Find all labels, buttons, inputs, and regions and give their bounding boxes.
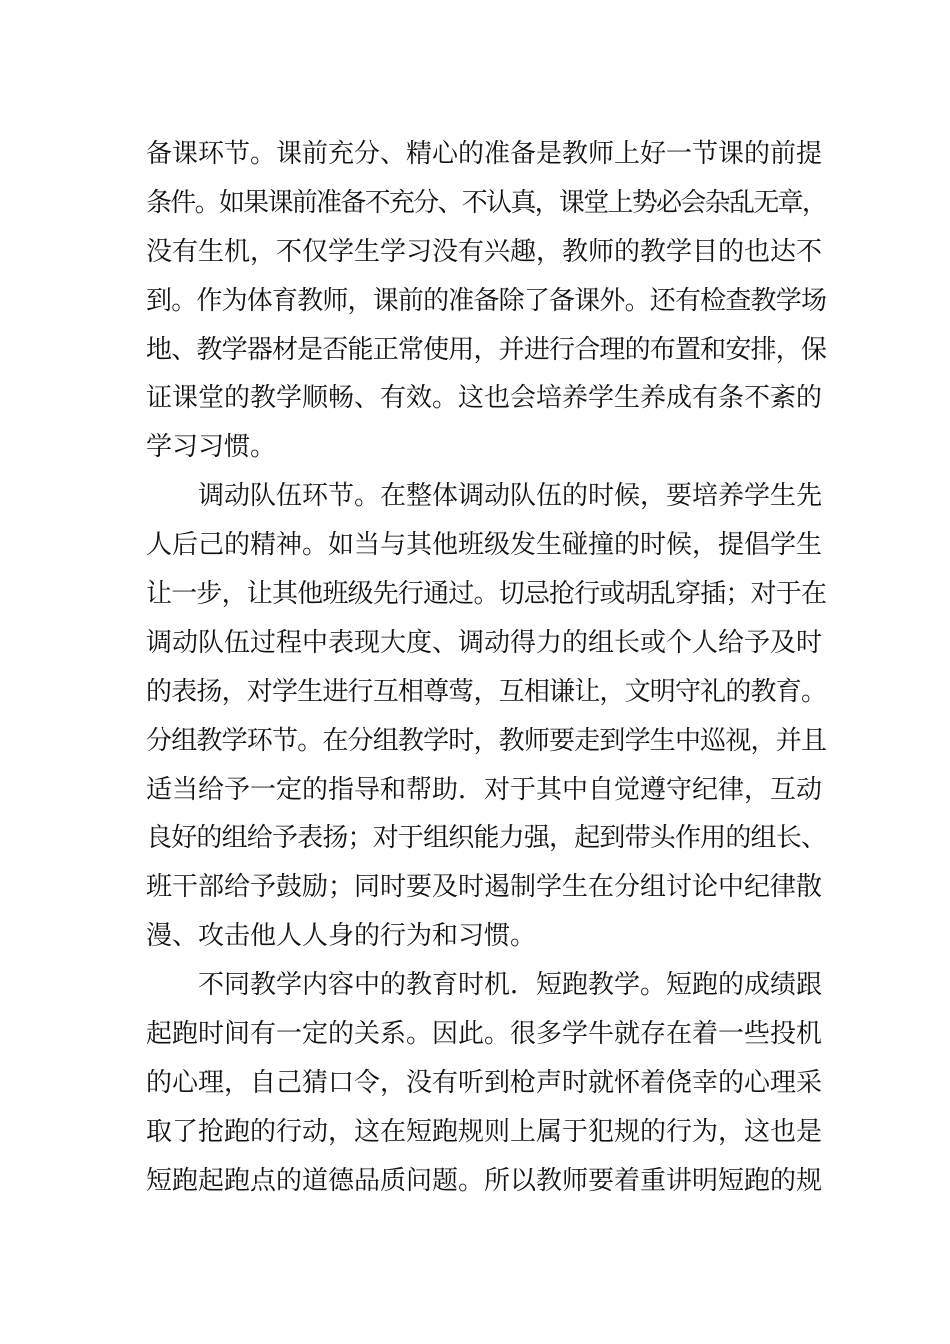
- document-body: [146, 130, 826, 1206]
- text-line: 调动队伍环节。在整体调动队伍的时候，要培养学生先: [198, 481, 823, 512]
- text-line: 班干部给予鼓励；同时要及时遏制学生在分组讨论中纪律散: [146, 872, 823, 903]
- text-line: 人后己的精神。如当与其他班级发生碰撞的时候，提倡学生: [146, 530, 823, 561]
- text-line: 短跑起跑点的道德品质问题。所以教师要着重讲明短跑的规: [146, 1165, 823, 1196]
- text-line: 证课堂的教学顺畅、有效。这也会培养学生养成有条不紊的: [146, 383, 823, 414]
- text-line: 分组教学环节。在分组教学时，教师要走到学生中巡视，并且: [146, 725, 827, 756]
- text-line: 让一步，让其他班级先行通过。切忌抢行或胡乱穿插；对于在: [146, 579, 827, 610]
- text-line: 没有生机，不仅学生学习没有兴趣，教师的教学目的也达不: [146, 236, 823, 267]
- text-line: 的表扬，对学生进行互相尊莺，互相谦让，文明守礼的教育。: [146, 676, 827, 707]
- text-line: 良好的组给予表扬；对于组织能力强，起到带头作用的组长、: [146, 823, 827, 854]
- text-line: 漫、攻击他人人身的行为和习惯。: [146, 921, 537, 952]
- text-line: 不同教学内容中的教育时机．短跑教学。短跑的成绩跟: [198, 970, 823, 1001]
- text-line: 的心理，自己猜口令，没有听到枪声时就怀着侥幸的心理采: [146, 1067, 823, 1098]
- text-line: 条件。如果课前准备不充分、不认真，课堂上势必会杂乱无章，: [146, 187, 827, 218]
- text-line: 学习习惯。: [146, 432, 277, 463]
- text-line: 到。作为体育教师，课前的准备除了备课外。还有检查教学场: [146, 285, 827, 316]
- text-line: 起跑时间有一定的关系。因此。很多学牛就存在着一些投机: [146, 1019, 823, 1050]
- text-line: 适当给予一定的指导和帮助．对于其中自觉遵守纪律，互动: [146, 774, 823, 805]
- text-line: 地、教学器材是否能正常使用，并进行合理的布置和安排，保: [146, 334, 827, 365]
- text-line: 调动队伍过程中表现大度、调动得力的组长或个人给予及时: [146, 627, 823, 658]
- text-line: 取了抢跑的行动，这在短跑规则上属于犯规的行为，这也是: [146, 1116, 823, 1147]
- text-line: 备课环节。课前充分、精心的准备是教师上好一节课的前提: [146, 139, 823, 169]
